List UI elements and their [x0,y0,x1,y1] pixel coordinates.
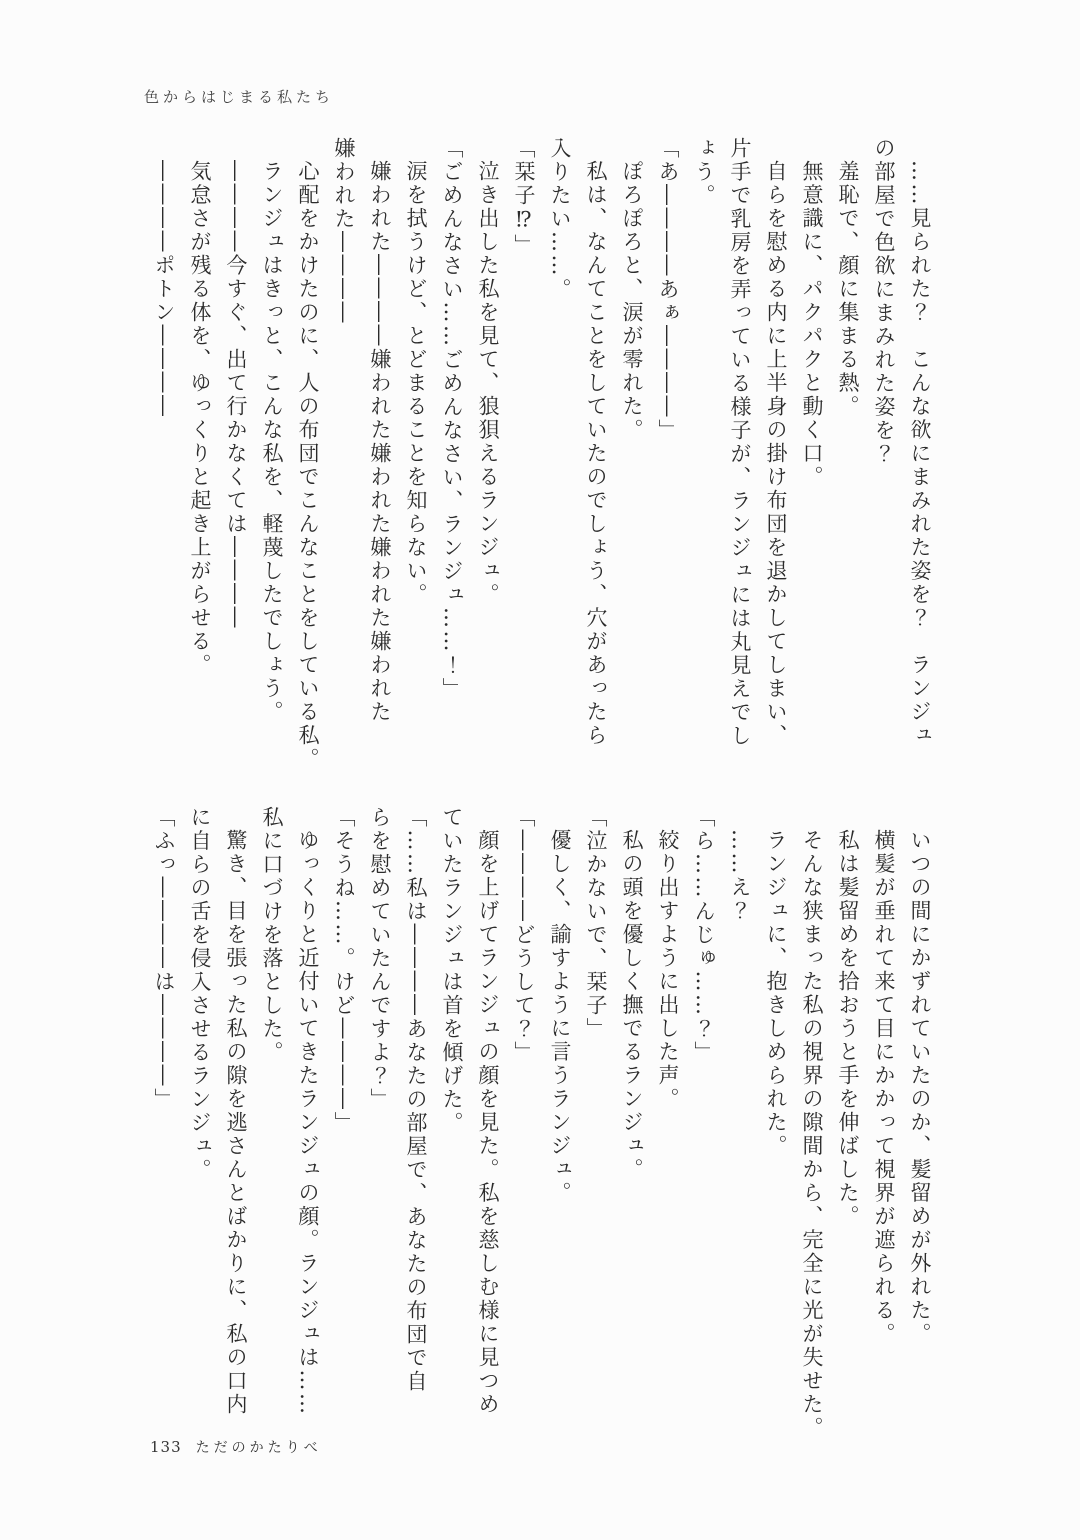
text-line: 私は髪留めを拾おうと手を伸ばした。 [836,829,860,1229]
text-line: 「ごめんなさい……ごめんなさい、ランジュ……！」 [440,137,464,701]
text-line: の部屋で色欲にまみれた姿を？ [872,137,896,466]
page-number: 133 [150,1438,182,1456]
story-text-bottom-block [146,806,938,1440]
text-line: らを慰めていたんですよ？」 [368,806,392,1112]
text-line: ランジュはきっと、こんな私を、軽蔑したでしょう。 [260,160,284,724]
text-line: 気怠さが残る体を、ゆっくりと起き上がらせる。 [188,160,212,677]
text-line: ……見られた？ こんな欲にまみれた姿を？ ランジュ [908,160,932,748]
text-line: ――――ポトン―――― [152,160,176,419]
text-line: に自らの舌を侵入させるランジュ。 [188,806,212,1182]
text-line: そんな狭まった私の視界の隙間から、完全に光が失せた。 [800,829,824,1440]
page-footer [150,1437,322,1457]
text-line: いつの間にかずれていたのか、髪留めが外れた。 [908,829,932,1346]
text-line: 「そうね……。けど――――」 [332,806,356,1135]
text-line: 片手で乳房を弄っている様子が、ランジュには丸見えでし [728,137,752,748]
text-line: ていたランジュは首を傾げた。 [440,806,464,1135]
text-line: 顔を上げてランジュの顔を見た。私を慈しむ様に見つめ [476,829,500,1417]
text-line: 羞恥で、顔に集まる熱。 [836,160,860,419]
story-text-top-block [146,137,938,771]
text-line: 「……私は――――あなたの部屋で、あなたの布団で自 [404,806,428,1394]
page-title: 色からはじまる私たち [144,88,335,106]
text-line: ゆっくりと近付いてきたランジュの顔。ランジュは…… [296,829,320,1417]
text-line: 「ふっ――――は――――」 [152,806,176,1112]
text-line: 泣き出した私を見て、狼狽えるランジュ。 [476,160,500,607]
text-line: ……え？ [728,829,752,923]
text-line: 「泣かないで、栞子」 [584,806,608,1041]
text-line: 無意識に、パクパクと動く口。 [800,160,824,489]
text-line: 心配をかけたのに、人の布団でこんなことをしている私。 [296,160,320,771]
text-line: 私に口づけを落とした。 [260,806,284,1065]
text-line: 驚き、目を張った私の隙を逃さんとばかりに、私の口内 [224,829,248,1417]
text-line: ぽろぽろと、涙が零れた。 [620,160,644,442]
text-line: 「ら……んじゅ……？」 [692,806,716,1065]
text-line: 嫌われた―――― [332,137,356,325]
text-line: 入りたい……。 [548,137,572,302]
text-line: 絞り出すように出した声。 [656,829,680,1111]
text-line: 優しく、諭すように言うランジュ。 [548,829,572,1205]
text-line: 「栞子⁉」 [512,137,536,258]
text-line: 涙を拭うけど、とどまることを知らない。 [404,160,428,607]
text-line: 横髪が垂れて来て目にかかって視界が遮られる。 [872,829,896,1346]
text-line: 嫌われた――――嫌われた嫌われた嫌われた嫌われた [368,160,392,724]
text-line: 自らを慰める内に上半身の掛け布団を退かしてしまい、 [764,160,788,748]
text-line: ランジュに、抱きしめられた。 [764,829,788,1158]
text-line: 「あ――――あぁ――――」 [656,137,680,443]
footer-label: ただのかたりべ [195,1440,322,1456]
text-line: ――――今すぐ、出て行かなくては―――― [224,160,248,630]
text-line: 私の頭を優しく撫でるランジュ。 [620,829,644,1182]
text-line: ょう。 [692,137,716,208]
text-line: 私は、なんてことをしていたのでしょう、穴があったら [584,160,608,748]
text-line: 「――――どうして？」 [512,806,536,1065]
